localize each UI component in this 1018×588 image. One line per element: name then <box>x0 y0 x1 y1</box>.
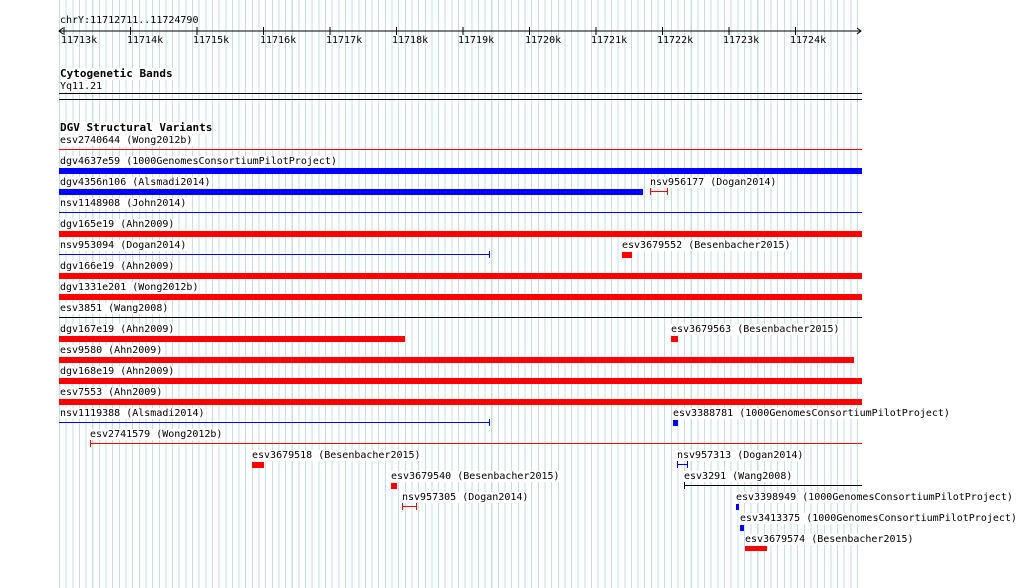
variant-label[interactable]: dgv168e19 (Ahn2009) <box>60 366 175 377</box>
variant-feature[interactable] <box>684 485 862 486</box>
locus-label: chrY:11712711..11724790 <box>60 15 199 26</box>
ruler-tick-label: 11723k <box>723 35 760 46</box>
variant-label[interactable]: esv2740644 (Wong2012b) <box>60 135 193 146</box>
variant-label[interactable]: dgv165e19 (Ahn2009) <box>60 219 175 230</box>
variant-feature[interactable] <box>59 149 862 150</box>
variant-label[interactable]: esv3398949 (1000GenomesConsortiumPilotProject) <box>736 492 1013 503</box>
variant-feature-end <box>402 503 403 510</box>
variant-feature-end <box>667 188 668 195</box>
variant-feature[interactable] <box>59 294 862 300</box>
variant-label[interactable]: nsv956177 (Dogan2014) <box>650 177 777 188</box>
variant-feature-end <box>650 188 651 195</box>
variant-label[interactable]: dgv4356n106 (Alsmadi2014) <box>60 177 211 188</box>
variant-label[interactable]: nsv957305 (Dogan2014) <box>402 492 529 503</box>
variant-label[interactable]: nsv1119388 (Alsmadi2014) <box>60 408 205 419</box>
variant-label[interactable]: esv3679574 (Besenbacher2015) <box>745 534 914 545</box>
ruler-tick-label: 11724k <box>790 35 827 46</box>
variant-feature[interactable] <box>59 254 490 255</box>
variant-feature[interactable] <box>59 317 862 318</box>
variant-label[interactable]: esv3851 (Wang2008) <box>60 303 169 314</box>
variant-feature[interactable] <box>59 168 862 174</box>
variant-label[interactable]: esv3413375 (1000GenomesConsortiumPilotProject) <box>740 513 1017 524</box>
variant-label[interactable]: esv2741579 (Wong2012b) <box>90 429 223 440</box>
variant-feature-end <box>90 440 91 447</box>
variant-feature[interactable] <box>252 462 264 468</box>
variant-feature[interactable] <box>90 443 862 444</box>
variant-feature[interactable] <box>59 231 862 237</box>
variant-label[interactable]: dgv166e19 (Ahn2009) <box>60 261 175 272</box>
variant-label[interactable]: esv3291 (Wang2008) <box>684 471 793 482</box>
variant-label[interactable]: nsv953094 (Dogan2014) <box>60 240 187 251</box>
variant-feature-end <box>489 419 490 426</box>
variant-label[interactable]: esv7553 (Ahn2009) <box>60 387 163 398</box>
variant-feature[interactable] <box>59 212 862 213</box>
variant-label[interactable]: esv3679540 (Besenbacher2015) <box>391 471 560 482</box>
variant-feature-end <box>489 251 490 258</box>
variant-label[interactable]: esv3679518 (Besenbacher2015) <box>252 450 421 461</box>
variant-feature[interactable] <box>59 422 490 423</box>
cytoband-bar-top[interactable] <box>59 93 862 94</box>
variant-feature[interactable] <box>622 252 632 258</box>
ruler-tick-label: 11713k <box>61 35 98 46</box>
variant-label[interactable]: nsv1148908 (John2014) <box>60 198 187 209</box>
cytoband-track-title[interactable]: Cytogenetic Bands <box>60 67 173 80</box>
variant-label[interactable]: dgv167e19 (Ahn2009) <box>60 324 175 335</box>
variant-feature[interactable] <box>391 483 397 489</box>
variant-feature[interactable] <box>671 336 678 342</box>
ruler-tick-label: 11721k <box>591 35 628 46</box>
dgv-track-title[interactable]: DGV Structural Variants <box>60 121 213 134</box>
variant-label[interactable]: esv3679552 (Besenbacher2015) <box>622 240 791 251</box>
variant-feature[interactable] <box>740 525 744 531</box>
variant-feature-end <box>684 482 685 489</box>
variant-feature[interactable] <box>59 378 862 384</box>
variant-feature[interactable] <box>59 399 862 405</box>
variant-feature[interactable] <box>736 504 739 510</box>
variant-label[interactable]: dgv4637e59 (1000GenomesConsortiumPilotProject) <box>60 156 337 167</box>
variant-label[interactable]: nsv957313 (Dogan2014) <box>677 450 804 461</box>
variant-feature[interactable] <box>59 273 862 279</box>
ruler-tick-label: 11715k <box>193 35 230 46</box>
cytoband-label[interactable]: Yq11.21 <box>60 81 103 92</box>
ruler-tick-label: 11717k <box>326 35 363 46</box>
variant-feature[interactable] <box>59 189 643 195</box>
variant-feature-end <box>416 503 417 510</box>
variant-label[interactable]: dgv1331e201 (Wong2012b) <box>60 282 199 293</box>
variant-label[interactable]: esv3388781 (1000GenomesConsortiumPilotProject) <box>673 408 950 419</box>
variant-feature-end <box>687 461 688 468</box>
ruler-tick-label: 11722k <box>657 35 694 46</box>
variant-feature[interactable] <box>650 191 668 192</box>
variant-label[interactable]: esv9580 (Ahn2009) <box>60 345 163 356</box>
ruler-tick-label: 11714k <box>127 35 164 46</box>
cytoband-bar-bottom[interactable] <box>59 99 862 100</box>
variant-feature-end <box>677 461 678 468</box>
variant-feature[interactable] <box>59 336 405 342</box>
variant-label[interactable]: esv3679563 (Besenbacher2015) <box>671 324 840 335</box>
variant-feature[interactable] <box>402 506 417 507</box>
variant-feature[interactable] <box>745 546 767 551</box>
ruler-tick-label: 11718k <box>392 35 429 46</box>
variant-feature[interactable] <box>673 420 678 426</box>
ruler-tick-label: 11720k <box>525 35 562 46</box>
ruler-tick-label: 11716k <box>260 35 297 46</box>
ruler-tick-label: 11719k <box>458 35 495 46</box>
variant-feature[interactable] <box>59 357 854 363</box>
coordinate-ruler <box>0 0 890 50</box>
